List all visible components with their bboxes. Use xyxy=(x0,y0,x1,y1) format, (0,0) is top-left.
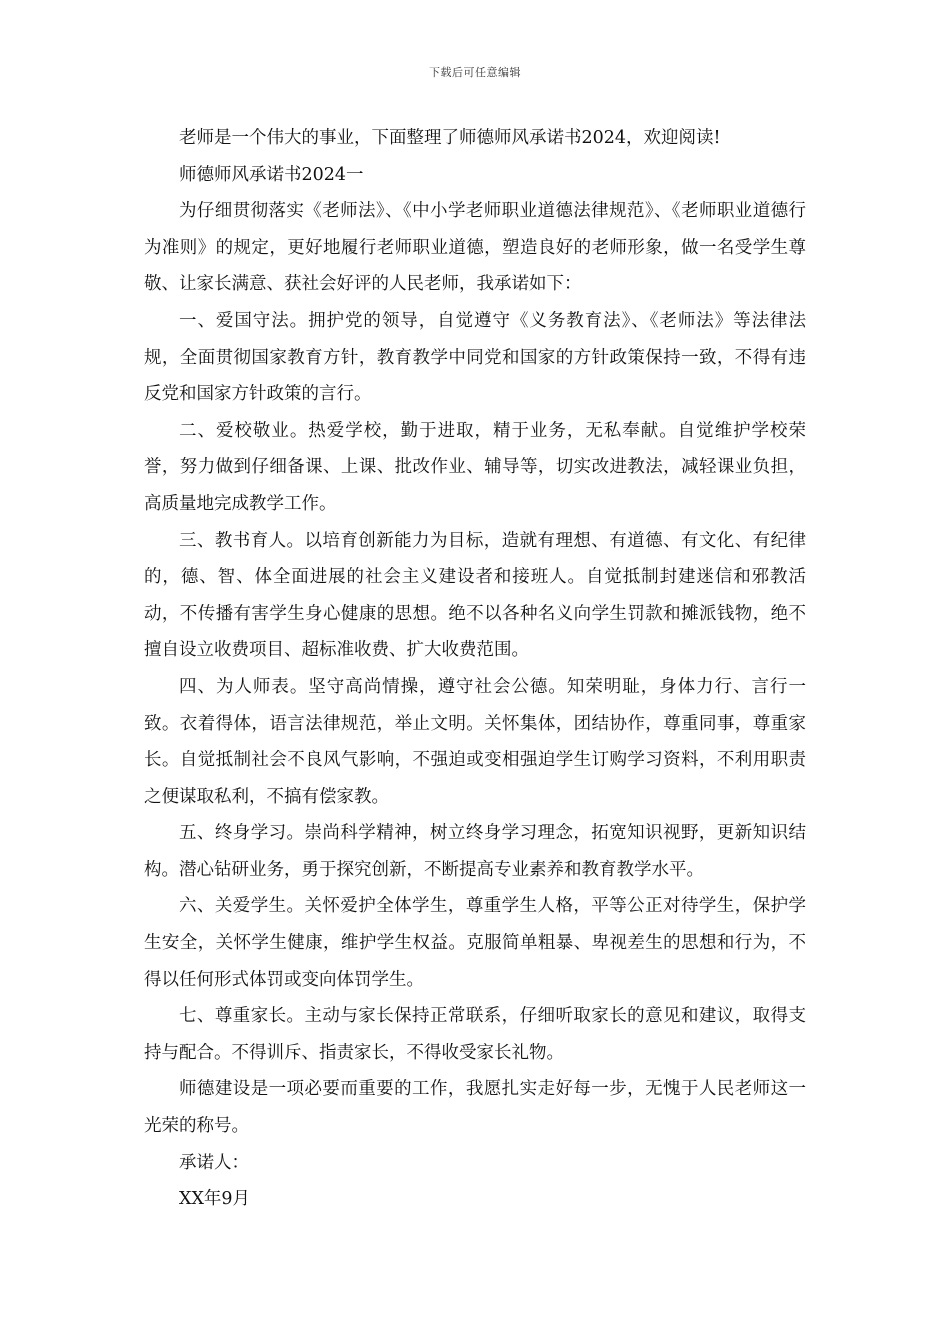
pledge-item-5: 五、终身学习。崇尚科学精神，树立终身学习理念，拓宽知识视野，更新知识结构。潜心钻研业务，勇于探究创新，不断提高专业素养和教育教学水平。 xyxy=(144,823,806,880)
closing-paragraph: 师德建设是一项必要而重要的工作，我愿扎实走好每一步，无愧于人民老师这一光荣的称号。 xyxy=(144,1079,806,1137)
date-line: XX年9月 xyxy=(179,1189,251,1210)
preamble-paragraph: 为仔细贯彻落实《老师法》、《中小学老师职业道德法律规范》、《老师职业道德行为准则》的规定，更好地履行老师职业道德，塑造良好的老师形象，做一名受学生尊敬、让家长满意、获社会好评的人民老师，我承诺如下： xyxy=(144,201,806,295)
document-body xyxy=(144,120,806,1218)
pledge-item-7: 七、尊重家长。主动与家长保持正常联系，仔细听取家长的意见和建议，取得支持与配合。不得训斥、指责家长，不得收受家长礼物。 xyxy=(144,1006,806,1063)
pledge-item-6: 六、关爱学生。关怀爱护全体学生，尊重学生人格，平等公正对待学生，保护学生安全，关怀学生健康，维护学生权益。克服简单粗暴、卑视差生的思想和行为，不得以任何形式体罚或变向体罚学生。 xyxy=(144,896,806,990)
section-title: 师德师风承诺书2024一 xyxy=(179,164,364,185)
intro-paragraph: 老师是一个伟大的事业，下面整理了师德师风承诺书2024，欢迎阅读! xyxy=(179,128,721,148)
page-header: 下载后可任意编辑 xyxy=(429,66,521,79)
pledge-item-2: 二、爱校敬业。热爱学校，勤于进取，精于业务，无私奉献。自觉维护学校荣誉，努力做到仔细备课、上课、批改作业、辅导等，切实改进教法，减轻课业负担，高质量地完成教学工作。 xyxy=(144,420,806,514)
pledge-item-3: 三、教书育人。以培育创新能力为目标，造就有理想、有道德、有文化、有纪律的，德、智、体全面进展的社会主义建设者和接班人。自觉抵制封建迷信和邪教活动，不传播有害学生身心健康的思想。绝不以各种名义向学生罚款和摊派钱物，绝不擅自设立收费项目、超标准收费、扩大收费范围。 xyxy=(144,530,806,661)
pledge-item-4: 四、为人师表。坚守高尚情操，遵守社会公德。知荣明耻，身体力行、言行一致。衣着得体，语言法律规范，举止文明。关怀集体，团结协作，尊重同事，尊重家长。自觉抵制社会不良风气影响，不强迫或变相强迫学生订购学习资料，不利用职责之便谋取私利，不搞有偿家教。 xyxy=(144,676,806,807)
pledge-item-1: 一、爱国守法。拥护党的领导，自觉遵守《义务教育法》、《老师法》等法律法规，全面贯彻国家教育方针，教育教学中同党和国家的方针政策保持一致，不得有违反党和国家方针政策的言行。 xyxy=(144,310,806,405)
signatory-label: 承诺人： xyxy=(179,1152,249,1173)
